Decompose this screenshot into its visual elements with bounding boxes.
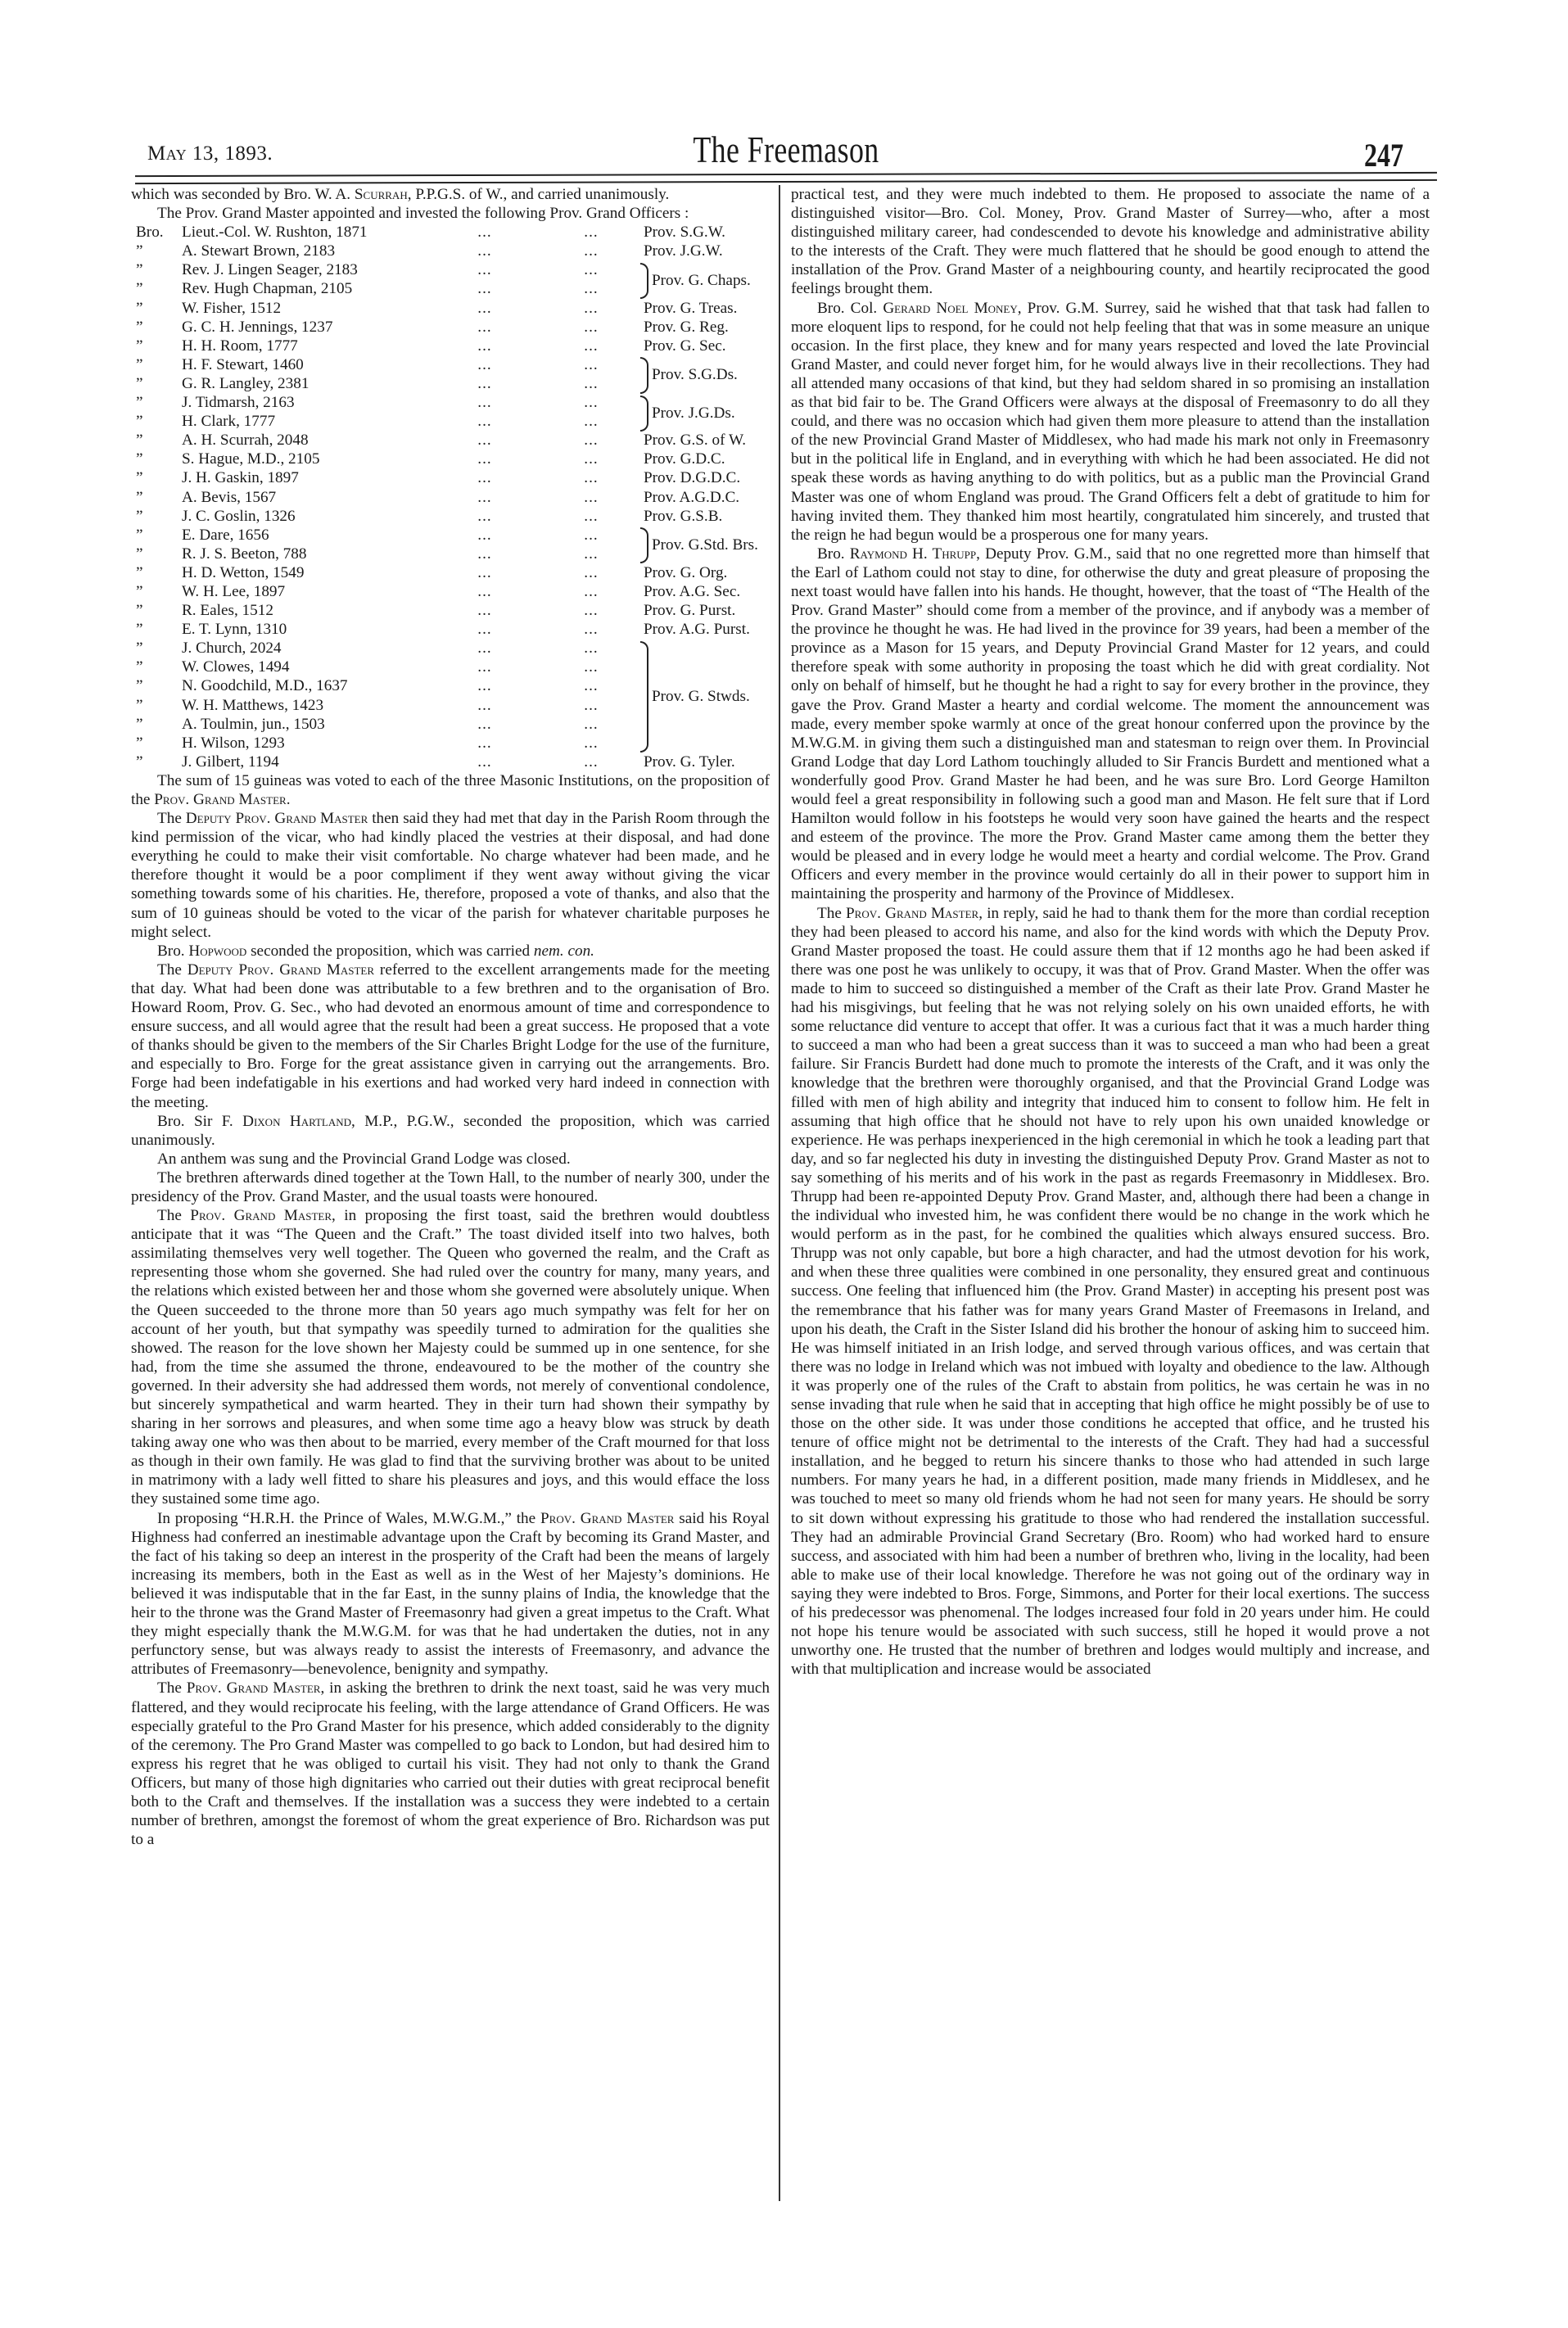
officer-row (131, 563, 770, 582)
officer-row (131, 242, 770, 260)
paragraph-parish-room: The Deputy Prov. Grand Master then said they had met that day in the Parish Room through the kind permission of the vicar, who had kindly placed the vestries at their disposal, and had done everything he could to make their visit comfortable. No charge whatever had been made, and he therefore thought it would be a poor compliment if they went away without giving the vicar something towards some of his charities. He, therefore, proposed a vote of thanks, and also that the sum of 10 guineas should be voted to the vicar of the parish for whatever charitable purposes he might select. (131, 810, 770, 941)
officer-prefix: ” (136, 469, 143, 487)
column-divider (779, 185, 780, 2201)
leader-dots: ... (477, 224, 492, 242)
officer-prefix: ” (136, 355, 143, 373)
officer-name: J. H. Gaskin, 1897 (182, 469, 299, 487)
officer-row (131, 507, 770, 526)
leader-dots: ... (477, 488, 492, 506)
officer-row (131, 715, 770, 734)
officer-prefix: ” (136, 677, 143, 695)
leader-dots: ... (477, 526, 492, 544)
leader-dots: ... (584, 753, 599, 771)
leader-dots: ... (477, 450, 492, 468)
leader-dots: ... (477, 507, 492, 525)
leader-dots: ... (477, 563, 492, 581)
officer-prefix: ” (136, 261, 143, 279)
officer-row (131, 582, 770, 601)
leader-dots: ... (477, 715, 492, 733)
officer-name: Lieut.-Col. W. Rushton, 1871 (182, 224, 368, 242)
officer-office: Prov. A.G. Sec. (644, 582, 741, 600)
paragraph-next-toast: The Prov. Grand Master, in asking the brethren to drink the next toast, said he was very much flattered, and they would reciprocate his feeling, with the large attendance of Grand Officers. He was especially grateful to the Pro Grand Master for his presence, which added considerably to the dignity of the ceremony. The Pro Grand Master was compelled to go back to London, but had desired him to express his regret that he was obliged to curtail his visit. They had not only to thank the Grand Officers, but many of those high dignitaries who carried out their duties with great reciprocal benefit both to the Craft and themselves. If the installation was a success they were indebted to a certain number of brethren, amongst the foremost of whom the great experience of Bro. Richardson was put to a (131, 1679, 770, 1849)
officer-office: Prov. S.G.W. (644, 224, 725, 242)
officer-prefix: ” (136, 602, 143, 620)
brace-bracket (640, 263, 648, 299)
officer-prefix: ” (136, 621, 143, 639)
left-column (131, 185, 770, 1849)
paragraph-col-money: Bro. Col. Gerard Noel Money, Prov. G.M. Surrey, said he wished that that task had fallen to more eloquent lips to respond, for he could not help feeling that that was in some measure an unique occasion. In the first place, they knew and for many years respected and loved the late Provincial Grand Master, and could never forget him, for he would always live in their recollections. They had all attended many occasions of that kind, but they had seldom shared in so promising an installation as that bid fair to be. The Grand Officers were always at the disposal of Freemasonry to do all they could, and there was no occasion which had given them more pleasure to attend than the installation of the new Provincial Grand Master of Middlesex, who had made his mark not only in Freemasonry but in the political life in England, and in everything with which he had been associated. He did not speak these words as having anything to do with politics, but as a public man the Provincial Grand Master was one of whom England was proud. The Grand Officers felt a debt of gratitude to him for having invited them. They thanked him most heartily, congratulated him sincerely, and trusted that the reign he had begun would be a prosperous one for many years. (791, 299, 1430, 544)
paragraph-appointed: The Prov. Grand Master appointed and invested the following Prov. Grand Officers : (157, 205, 689, 223)
officer-prefix: ” (136, 242, 143, 260)
leader-dots: ... (477, 545, 492, 563)
leader-dots: ... (477, 602, 492, 620)
leader-dots: ... (584, 563, 599, 581)
leader-dots: ... (477, 734, 492, 752)
officer-prefix: ” (136, 413, 143, 431)
officer-office: Prov. G.S.B. (644, 507, 723, 525)
leader-dots: ... (477, 299, 492, 317)
officer-office: Prov. A.G. Purst. (644, 621, 750, 639)
officer-name: H. Wilson, 1293 (182, 734, 285, 752)
issue-date: May 13, 1893. (147, 142, 273, 165)
paragraph-anthem: An anthem was sung and the Provincial Grand Lodge was closed. (157, 1150, 571, 1168)
officer-prefix: ” (136, 563, 143, 581)
officer-office: Prov. A.G.D.C. (644, 488, 740, 506)
leader-dots: ... (477, 394, 492, 412)
paragraph-prince-toast: In proposing “H.R.H. the Prince of Wales, M.W.G.M.,” the Prov. Grand Master said his Royal Highness had conferred an inestimable advantage upon the Craft by becoming its Grand Master, and the fact of his taking so deep an interest in the prosperity of the Craft had been the means of largely increasing its members, both in the East as well as in the West of her Majesty’s dominions. He believed it was indisputable that in the far East, in the sunny plains of India, the knowledge that the heir to the throne was the Grand Master of Freemasonry had given a great impetus to the Craft. What they might especially thank the M.W.G.M. for was that he had undertaken the duties, not in any perfunctory sense, but was always ready to assist the interests of Freemasonry, and advance the attributes of Freemasonry—benevolence, benignity and sympathy. (131, 1509, 770, 1679)
brace-bracket (640, 357, 648, 393)
officer-prefix: ” (136, 658, 143, 676)
leader-dots: ... (584, 658, 599, 676)
paragraph-thrupp: Bro. Raymond H. Thrupp, Deputy Prov. G.M., said that no one regretted more than himself that the Earl of Lathom could not stay to dine, for otherwise the duty and great pleasure of proposing the next toast would have fallen into his hands. He thought, however, that the toast of “The Health of the Prov. Grand Master” should come from a member of the province, and if anybody was a member of the province he thought he was. He had lived in the province for 39 years, had been a member of the province as a Mason for 15 years, and Deputy Provincial Grand Master for 12 years, and could therefore speak with some authority in proposing the toast which he did with great cordiality. Not only on behalf of himself, but he thought he had a right to say for every brother in the province, they gave the Prov. Grand Master a hearty and cordial welcome. The moment the announcement was made, every member spoke warmly at once of the great honour conferred upon the province by the M.W.G.M. in giving them such a distinguished man and statesman to reign over them. In Provincial Grand Lodge that day Lord Lathom touchingly alluded to Sir Francis Burdett and mentioned what a wonderfully good Prov. Grand Master he had been, and he was sure Bro. Lord George Hamilton would feel a great responsibility in following such a good man and Mason. He felt sure that if Lord Hamilton would follow in his footsteps he would very soon have gained the hearts and the respect and esteem of the province. The more the Prov. Grand Master came among them the better they would be pleased and in every lodge he would meet a hearty and cordial welcome. The Prov. Grand Officers and every member in the province would certainly do all in their power to support him in maintaining the prosperity and harmony of the Province of Middlesex. (791, 545, 1430, 903)
officer-prefix: ” (136, 432, 143, 450)
leader-dots: ... (584, 526, 599, 544)
leader-dots: ... (584, 715, 599, 733)
officer-row (131, 620, 770, 639)
officer-name: H. H. Room, 1777 (182, 337, 298, 355)
leader-dots: ... (477, 318, 492, 336)
leader-dots: ... (584, 432, 599, 450)
paragraph-dined: The brethren afterwards dined together at the Town Hall, to the number of nearly 300, under the presidency of the Prov. Grand Master, and the usual toasts were honoured. (131, 1169, 770, 1205)
officer-prefix: ” (136, 734, 143, 752)
officer-prefix: ” (136, 280, 143, 298)
leader-dots: ... (584, 261, 599, 279)
brace-bracket (640, 641, 648, 753)
leader-dots: ... (477, 582, 492, 600)
officer-name: N. Goodchild, M.D., 1637 (182, 677, 348, 695)
officer-prefix: ” (136, 394, 143, 412)
grouped-office-label: Prov. G.Std. Brs. (652, 536, 758, 554)
officer-prefix: ” (136, 450, 143, 468)
officer-name: J. C. Goslin, 1326 (182, 507, 296, 525)
leader-dots: ... (584, 488, 599, 506)
leader-dots: ... (584, 318, 599, 336)
leader-dots: ... (477, 677, 492, 695)
officer-office: Prov. G.D.C. (644, 450, 725, 468)
leader-dots: ... (584, 394, 599, 412)
officer-row (131, 318, 770, 337)
masthead-title: The Freemason (693, 129, 879, 170)
officer-name: A. H. Scurrah, 2048 (182, 432, 309, 450)
officer-office: Prov. G. Treas. (644, 299, 738, 317)
officer-name: E. T. Lynn, 1310 (182, 621, 287, 639)
leader-dots: ... (584, 621, 599, 639)
officer-row (131, 337, 770, 355)
officer-row (131, 468, 770, 487)
officer-row (131, 223, 770, 242)
officer-row (131, 734, 770, 753)
officer-prefix: ” (136, 318, 143, 336)
officer-name: G. C. H. Jennings, 1237 (182, 318, 333, 336)
leader-dots: ... (477, 280, 492, 298)
officer-name: Rev. J. Lingen Seager, 2183 (182, 261, 358, 279)
officer-office: Prov. J.G.W. (644, 242, 723, 260)
grouped-office-label: Prov. J.G.Ds. (652, 404, 735, 422)
officer-office: Prov. G. Purst. (644, 602, 736, 620)
leader-dots: ... (477, 753, 492, 771)
leader-dots: ... (477, 242, 492, 260)
paragraph-sum-voted: The sum of 15 guineas was voted to each of the three Masonic Institutions, on the proposition of the Prov. Grand Master. (131, 771, 770, 808)
leader-dots: ... (477, 374, 492, 392)
leader-dots: ... (477, 432, 492, 450)
leader-dots: ... (584, 374, 599, 392)
officer-office: Prov. G.S. of W. (644, 432, 747, 450)
leader-dots: ... (584, 242, 599, 260)
leader-dots: ... (584, 450, 599, 468)
officer-name: J. Tidmarsh, 2163 (182, 394, 295, 412)
leader-dots: ... (584, 602, 599, 620)
paragraph-hopwood: Bro. Hopwood seconded the proposition, which was carried nem. con. (157, 942, 594, 960)
right-column (791, 185, 1430, 1679)
leader-dots: ... (584, 507, 599, 525)
leader-dots: ... (584, 545, 599, 563)
leader-dots: ... (477, 413, 492, 431)
leader-dots: ... (477, 658, 492, 676)
officer-name: E. Dare, 1656 (182, 526, 269, 544)
leader-dots: ... (584, 469, 599, 487)
grouped-office-label: Prov. S.G.Ds. (652, 366, 738, 384)
officer-row (131, 299, 770, 318)
officer-prefix: ” (136, 582, 143, 600)
leader-dots: ... (584, 696, 599, 714)
page-header (139, 124, 1433, 174)
officer-name: Rev. Hugh Chapman, 2105 (182, 280, 353, 298)
leader-dots: ... (584, 299, 599, 317)
officer-office: Prov. D.G.D.C. (644, 469, 741, 487)
leader-dots: ... (584, 734, 599, 752)
officer-office: Prov. G. Tyler. (644, 753, 735, 771)
paragraph-arrangements: The Deputy Prov. Grand Master referred to the excellent arrangements made for the meeting that day. What had been done was attributable to a few brethren and to the organisation of Bro. Howard Room, Prov. G. Sec., who had devoted an enormous amount of time and correspondence to ensure success, and all would agree that the result had been a great success. He proposed that a vote of thanks should be given to the members of the Sir Charles Bright Lodge for the use of the furniture, and especially to Bro. Forge for the great assistance given in carrying out the arrangements. Bro. Forge had been indefatigable in his exertions and had worked very hard indeed in connection with the meeting. (131, 961, 770, 1111)
officers-list (131, 223, 770, 771)
officer-prefix: ” (136, 507, 143, 525)
leader-dots: ... (584, 355, 599, 373)
officer-name: G. R. Langley, 2381 (182, 374, 310, 392)
leader-dots: ... (477, 337, 492, 355)
paragraph-reply: The Prov. Grand Master, in reply, said he had to thank them for the more than cordial reception they had been pleased to accord his name, and also for the kind words with which the Deputy Prov. Grand Master proposed the toast. He could assure them that if 12 months ago he had been asked if there was one post he was unlikely to occupy, it was that of Prov. Grand Master. When the offer was made to him to succeed so distinguished a member of the Craft as their late Prov. Grand Master he had his misgivings, but feeling that he was not relying solely on his own unaided efforts, he with some reluctance did venture to accept that offer. It was a curious fact that it was a much harder thing to succeed a man who had been a great success than it was to succeed a man who had been a great failure. Sir Francis Burdett had done much to promote the interests of the Craft, and it was only the knowledge that the brethren were thoroughly organised, and that the Provincial Grand Lodge was filled with men of high ability and integrity that induced him to consent to follow him. He felt in assuming that high office that he should not have to rely upon his own unaided knowledge or experience. He was perhaps inexperienced in the high ceremonial in which he took a leading part that day, and so far neglected his duty in investing the distinguished Deputy Prov. Grand Master as not to say something of his merits and of his work in the past as regards Freemasonry in Middlesex. Bro. Thrupp had been re-appointed Deputy Prov. Grand Master, and, although there had been a change in the individual who invested him, he was confident there would be no change in the work which he would perform as in the past, for he combined the qualities which always ensured success. Bro. Thrupp was not only capable, but bore a high character, and had the utmost devotion for his work, and when these three qualities were combined in one personality, they ensured great and continuous success. One feeling that influenced him (the Prov. Grand Master) in accepting his present post was the remembrance that his father was for many years Grand Master of Freemasons in Ireland, and upon his death, the Craft in the Sister Island did his brother the honour of asking him to succeed him. He was himself initiated in an Irish lodge, and served through various offices, and was certain that there was no lodge in Ireland which was not imbued with loyalty and obedience to the law. Although it was properly one of the rules of the Craft to abstain from politics, he was certain he was in no sense invading that rule when he said that in accepting that high office he might possibly be of use to those on the other side. It was under those conditions he accepted that office, and he trusted his tenure of office might not be detrimental to the interests of the Craft. They had had a successful installation, and he begged to return his sincere thanks to those who had attended in such large numbers. For many years he had, in a different position, made many friends in Middlesex, and he was touched to meet so many old friends whom he had not seen for many years. He should be sorry to sit down without expressing his gratitude to those who had rendered the installation successful. They had an admirable Provincial Grand Secretary (Bro. Room) who had worked hard to ensure success, and associated with him had been a number of brethren who, living in the locality, had been able to make use of their local knowledge. Therefore he was not going out of the ordinary way in saying they were indebted to Bros. Forge, Simmons, and Porter for their local exertions. The success of his predecessor was phenomenal. The lodges increased four fold in 20 years under him. He could not hope his tenure would be associated with such success, still he hoped it would prove a not unworthy one. He trusted that the number of brethren and lodges would multiply and increase, and with that multiplication and increase would be associated (791, 904, 1430, 1679)
officer-prefix: ” (136, 337, 143, 355)
officer-name: A. Toulmin, jun., 1503 (182, 715, 325, 733)
brace-bracket (640, 396, 648, 432)
officer-name: S. Hague, M.D., 2105 (182, 450, 320, 468)
officer-prefix: ” (136, 374, 143, 392)
officer-name: R. J. S. Beeton, 788 (182, 545, 307, 563)
leader-dots: ... (584, 224, 599, 242)
officer-row (131, 450, 770, 468)
officer-prefix: ” (136, 299, 143, 317)
officer-prefix: ” (136, 545, 143, 563)
leader-dots: ... (477, 621, 492, 639)
officer-name: J. Church, 2024 (182, 640, 282, 658)
officer-name: A. Stewart Brown, 2183 (182, 242, 336, 260)
officer-name: A. Bevis, 1567 (182, 488, 277, 506)
paragraph-seconded: which was seconded by Bro. W. A. Scurrah, P.P.G.S. of W., and carried unanimously. (131, 186, 670, 203)
grouped-office-label: Prov. G. Stwds. (652, 688, 750, 706)
officer-office: Prov. G. Org. (644, 563, 728, 581)
grouped-office-label: Prov. G. Chaps. (652, 272, 751, 290)
header-double-rule (135, 172, 1437, 184)
officer-name: H. F. Stewart, 1460 (182, 355, 304, 373)
leader-dots: ... (584, 582, 599, 600)
officer-name: J. Gilbert, 1194 (182, 753, 279, 771)
leader-dots: ... (584, 640, 599, 658)
leader-dots: ... (477, 355, 492, 373)
officer-row (131, 658, 770, 676)
officer-name: H. Clark, 1777 (182, 413, 276, 431)
officer-name: W. H. Lee, 1897 (182, 582, 286, 600)
leader-dots: ... (477, 640, 492, 658)
officer-name: R. Eales, 1512 (182, 602, 273, 620)
paragraph-queen-toast: The Prov. Grand Master, in proposing the first toast, said the brethren would doubtless anticipate that it was “The Queen and the Craft.” The toast divided itself into two halves, both assimilating themselves very well together. The Queen who governed the realm, and the Craft as representing those whom she governed. She had ruled over the country for many, many years, and the relations which existed between her and those whom she governed were absolutely unique. When the Queen succeeded to the throne more than 50 years ago much sympathy was felt for her on account of her youth, but that sympathy was speedily turned to admiration for the qualities she showed. The reason for the love shown her Majesty could be summed up in one sentence, for she had, from the time she assumed the throne, endeavoured to be the mother of the country she governed. In their adversity she had addressed them words, not merely of conventional condolence, but sincerely sympathetical and warm hearted. They in their turn had shown their sympathy by sharing in her sorrows and pleasures, and when some time ago a heavy blow was struck by death taking away one who was then about to be married, every member of the Craft mourned for that loss as though in their own family. He was glad to find that the surviving brother was about to be united in matrimony with a lady well fitted to share his pleasures and joys, and this would efface the loss they sustained some time ago. (131, 1207, 770, 1508)
officer-office: Prov. G. Reg. (644, 318, 729, 336)
officer-row (131, 601, 770, 620)
officer-name: W. Clowes, 1494 (182, 658, 290, 676)
officer-name: W. Fisher, 1512 (182, 299, 282, 317)
officer-prefix: ” (136, 488, 143, 506)
officer-prefix: ” (136, 640, 143, 658)
page-number: 247 (1364, 137, 1403, 174)
leader-dots: ... (584, 337, 599, 355)
officer-prefix: Bro. (136, 224, 164, 242)
officer-name: W. H. Matthews, 1423 (182, 696, 324, 714)
officer-prefix: ” (136, 753, 143, 771)
officer-prefix: ” (136, 526, 143, 544)
officer-row (131, 488, 770, 507)
officer-prefix: ” (136, 715, 143, 733)
leader-dots: ... (477, 469, 492, 487)
paragraph-hartland: Bro. Sir F. Dixon Hartland, M.P., P.G.W., seconded the proposition, which was carried unanimously. (131, 1112, 770, 1149)
leader-dots: ... (477, 261, 492, 279)
officer-name: H. D. Wetton, 1549 (182, 563, 305, 581)
paragraph-practical-test: practical test, and they were much indebted to them. He proposed to associate the name of a distinguished visitor—Bro. Col. Money, Prov. Grand Master of Surrey—who, after a most distinguished military career, had condescended to devote his knowledge and administrative ability to the interests of the Craft. They were much flattered that he should be good enough to attend the installation of the Prov. Grand Master of a neighbouring county, and heartily reciprocated the good feelings brought them. (791, 186, 1430, 298)
officer-prefix: ” (136, 696, 143, 714)
brace-bracket (640, 527, 648, 563)
officer-row (131, 431, 770, 450)
officer-office: Prov. G. Sec. (644, 337, 726, 355)
leader-dots: ... (584, 413, 599, 431)
leader-dots: ... (584, 677, 599, 695)
leader-dots: ... (584, 280, 599, 298)
leader-dots: ... (477, 696, 492, 714)
officer-row (131, 753, 770, 771)
